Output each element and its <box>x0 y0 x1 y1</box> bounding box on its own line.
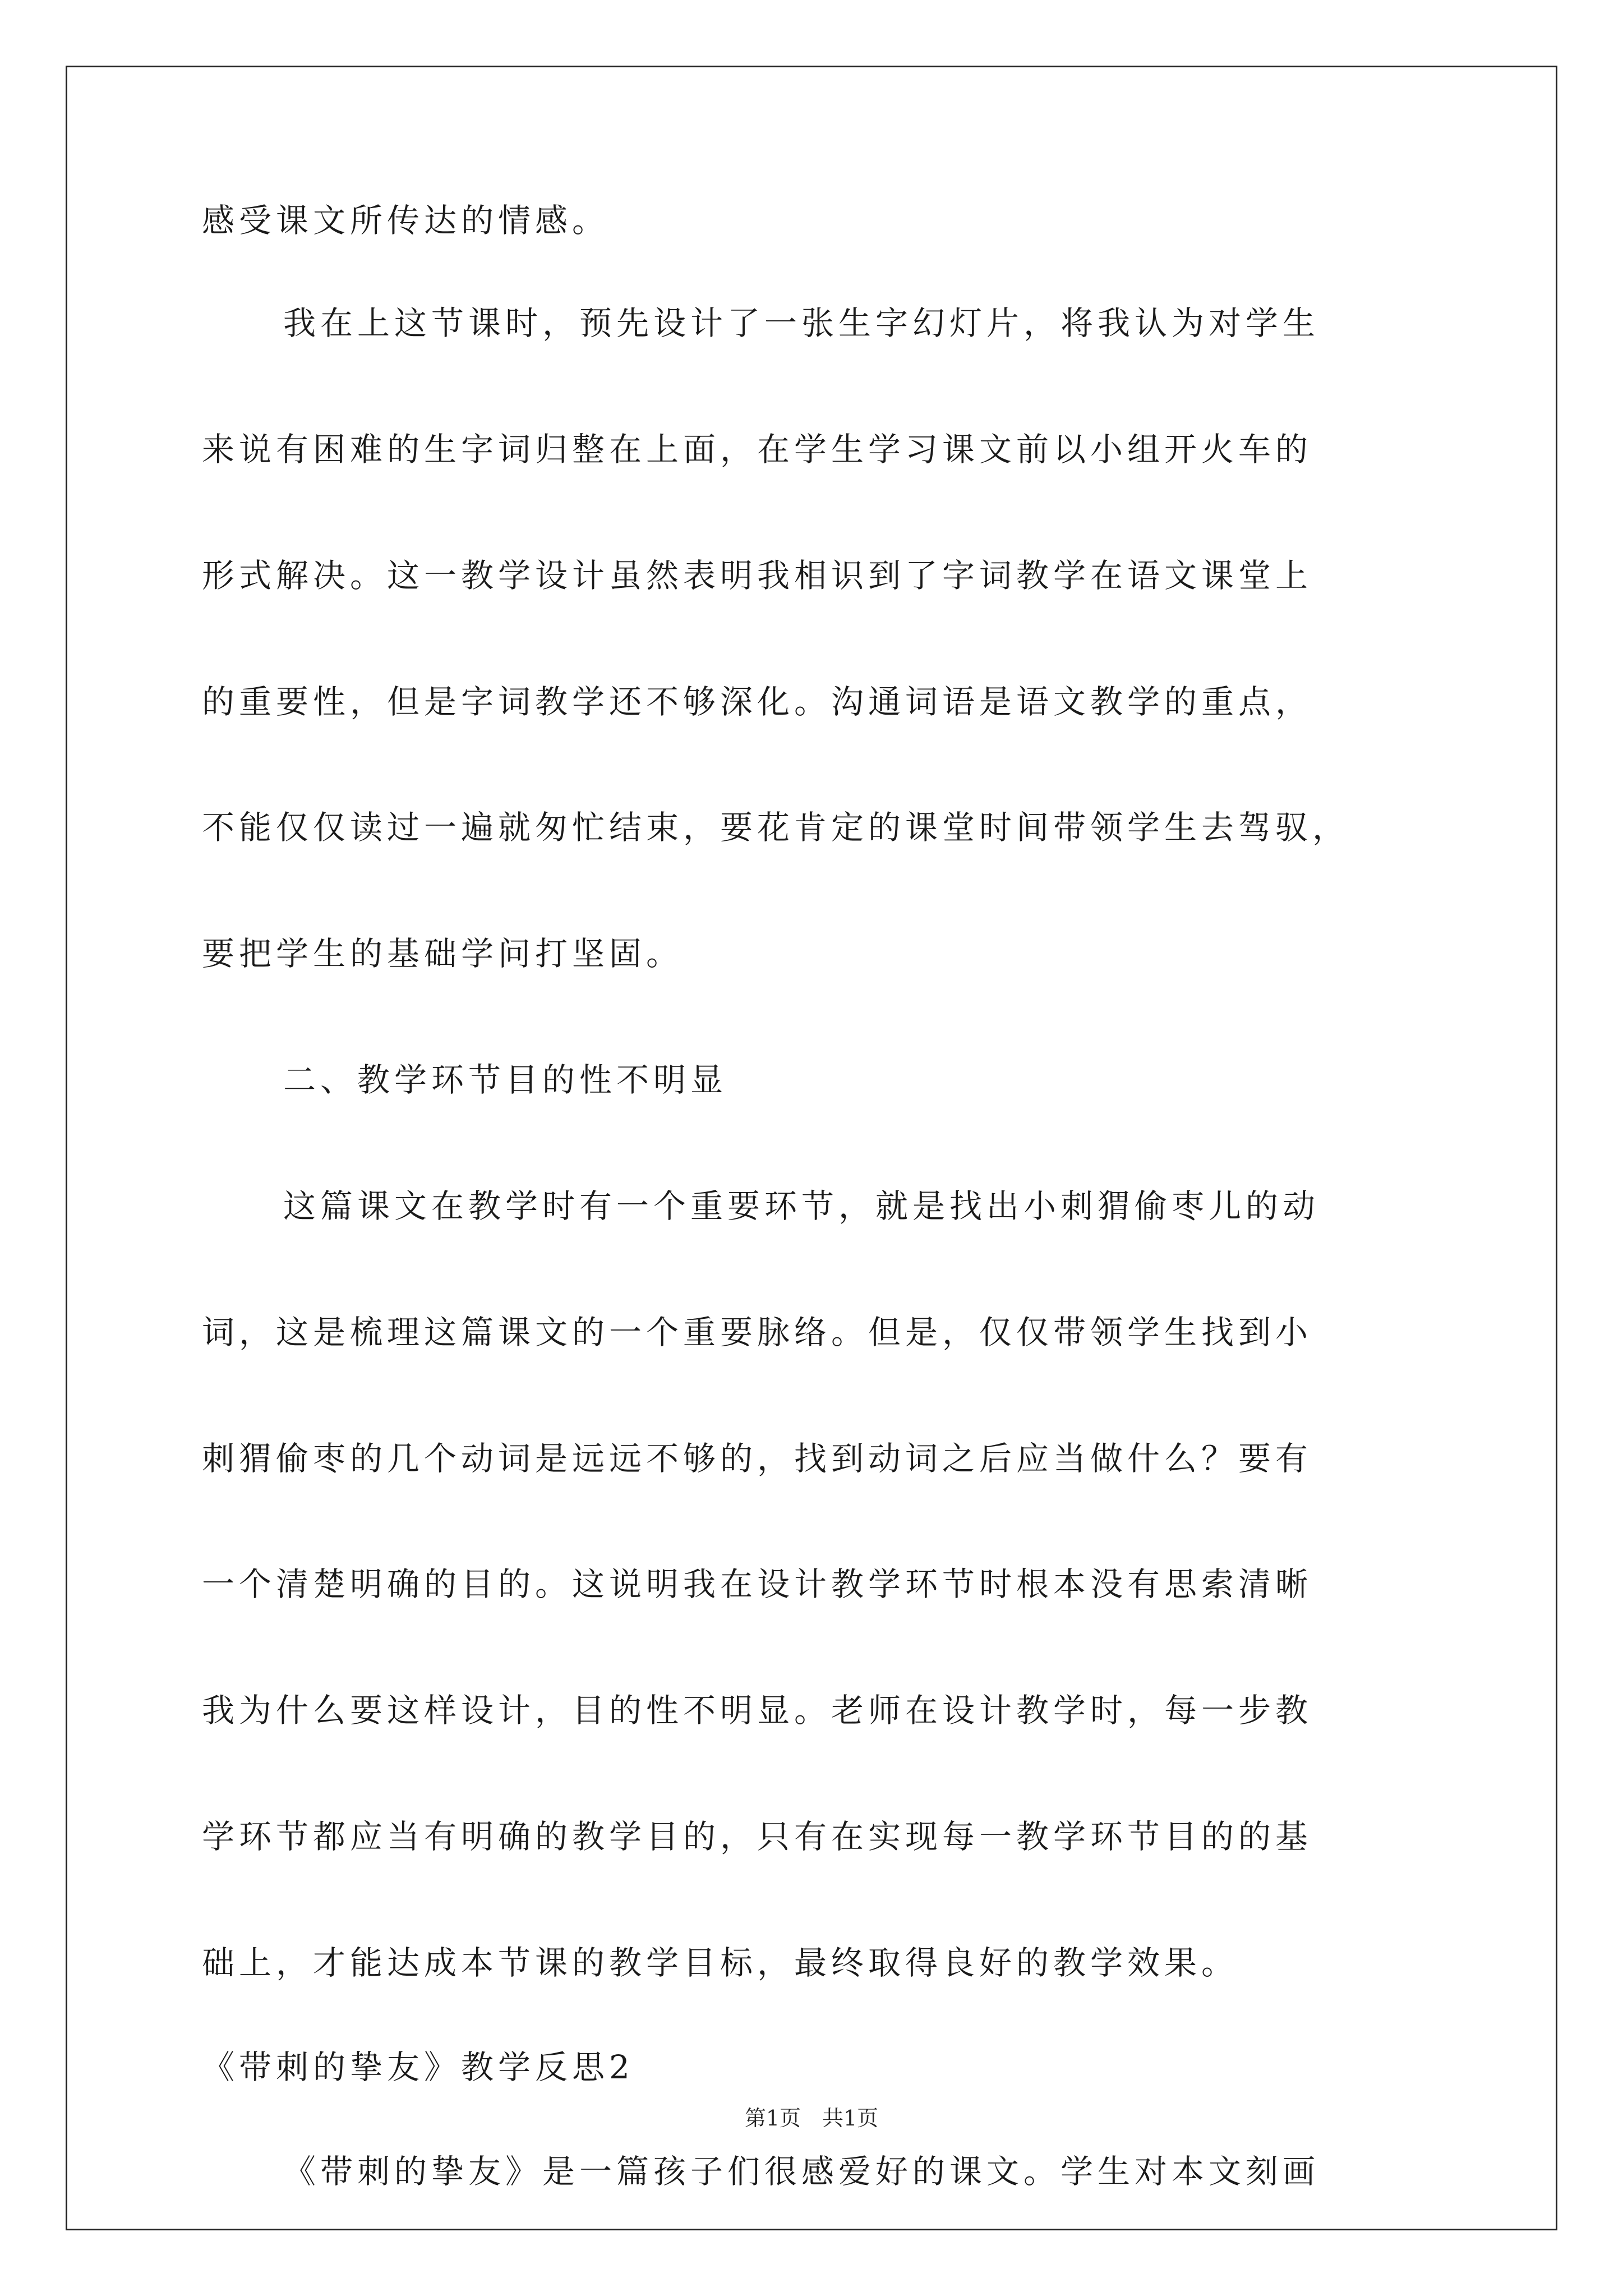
article-title: 《带刺的挚友》教学反思2 <box>202 2048 634 2086</box>
page-footer: 第1页 共1页 <box>744 2106 879 2131</box>
text-line: 不能仅仅读过一遍就匆忙结束，要花肯定的课堂时间带领学生去驾驭， <box>202 808 1350 846</box>
text-line: 础上，才能达成本节课的教学目标，最终取得良好的教学效果。 <box>202 1944 1239 1982</box>
text-line: 刺猬偷枣的几个动词是远远不够的，找到动词之后应当做什么？要有 <box>202 1439 1313 1478</box>
text-line: 来说有困难的生字词归整在上面，在学生学习课文前以小组开火车的 <box>202 430 1313 468</box>
text-line: 学环节都应当有明确的教学目的，只有在实现每一教学环节目的的基 <box>202 1818 1313 1856</box>
text-line: 要把学生的基础学问打坚固。 <box>202 935 684 973</box>
text-line: 的重要性，但是字词教学还不够深化。沟通词语是语文教学的重点， <box>202 683 1313 721</box>
text-line: 词，这是梳理这篇课文的一个重要脉络。但是，仅仅带领学生找到小 <box>202 1313 1313 1351</box>
text-line: 《带刺的挚友》是一篇孩子们很感爱好的课文。学生对本文刻画 <box>283 2152 1320 2191</box>
text-line: 这篇课文在教学时有一个重要环节，就是找出小刺猬偷枣儿的动 <box>283 1187 1320 1225</box>
text-line: 形式解决。这一教学设计虽然表明我相识到了字词教学在语文课堂上 <box>202 556 1313 595</box>
page-border <box>66 66 1557 2230</box>
text-line: 感受课文所传达的情感。 <box>202 201 610 240</box>
text-line: 一个清楚明确的目的。这说明我在设计教学环节时根本没有思索清晰 <box>202 1565 1313 1603</box>
text-line: 我在上这节课时，预先设计了一张生字幻灯片，将我认为对学生 <box>283 304 1320 342</box>
section-heading: 二、教学环节目的性不明显 <box>283 1061 728 1099</box>
text-line: 我为什么要这样设计，目的性不明显。老师在设计教学时，每一步教 <box>202 1691 1313 1729</box>
